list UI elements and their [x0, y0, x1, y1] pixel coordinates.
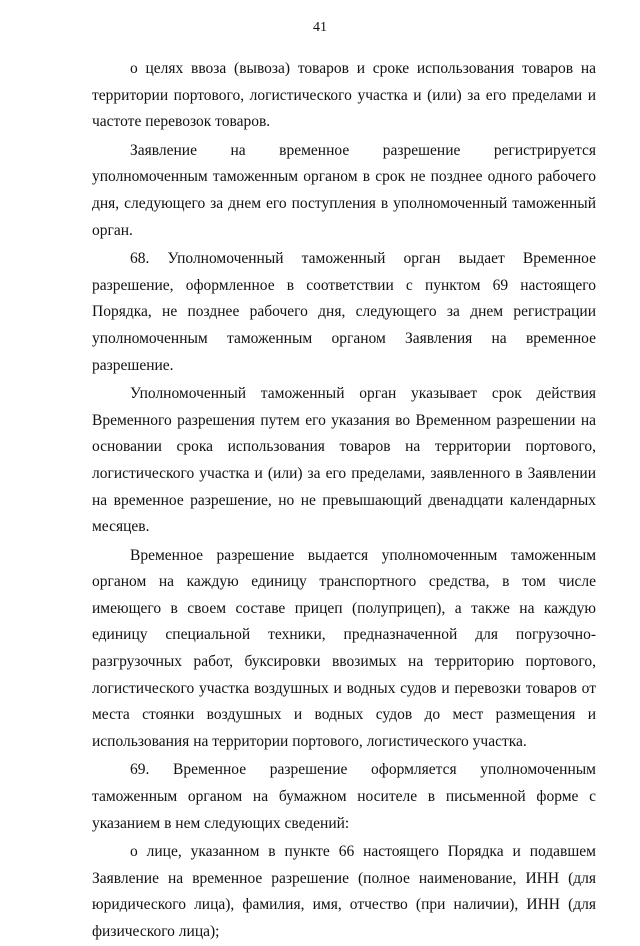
paragraph-application-registration: Заявление на временное разрешение регистрируется уполномоченным таможенным органом в срок не позднее одного рабочего дня, следующего за днем его поступления в уполномоченный таможенный орган.: [92, 141, 596, 239]
page-number: 41: [313, 20, 327, 35]
paragraph-68-issuance: 68. Уполномоченный таможенный орган выдает Временное разрешение, оформленное в соответствии с пунктом 69 настоящего Порядка, не позднее рабочего дня, следующего за днем регистрации уполномоченным таможенным органом Заявления на временное разрешение.: [92, 250, 596, 374]
paragraph-validity-period: Уполномоченный таможенный орган указывает срок действия Временного разрешения путем его указания во Временном разрешении на основании срока использования товаров на территории портового, логистического участка и (или) за его пределами, заявленного в Заявлении на временное разрешение, но не превышающий двенадцати календарных месяцев.: [92, 385, 596, 536]
paragraph-purpose-of-import: о целях ввоза (вывоза) товаров и сроке использования товаров на территории портового, логистического участка и (или) за его пределами и частоте перевозок товаров.: [92, 60, 596, 131]
paragraph-69-form: 69. Временное разрешение оформляется уполномоченным таможенным органом на бумажном носителе в письменной форме с указанием в нем следующих сведений:: [92, 761, 596, 832]
paragraph-issued-per-vehicle: Временное разрешение выдается уполномоченным таможенным органом на каждую единицу транспортного средства, в том числе имеющего в своем составе прицеп (полуприцеп), а также на каждую единицу специальной техники, предназначенной для погрузочно-разгрузочных работ, буксировки ввозимых на территорию портового, логистического участка воздушных и водных судов и перевозки товаров от места стоянки воздушных и водных судов до мест размещения и использования на территории портового, логистического участка.: [92, 546, 596, 750]
document-body: [92, 56, 596, 946]
paragraph-applicant-info: о лице, указанном в пункте 66 настоящего Порядка и подавшем Заявление на временное разрешение (полное наименование, ИНН (для юридического лица), фамилия, имя, отчество (при наличии), ИНН (для физического лица);: [92, 843, 596, 940]
